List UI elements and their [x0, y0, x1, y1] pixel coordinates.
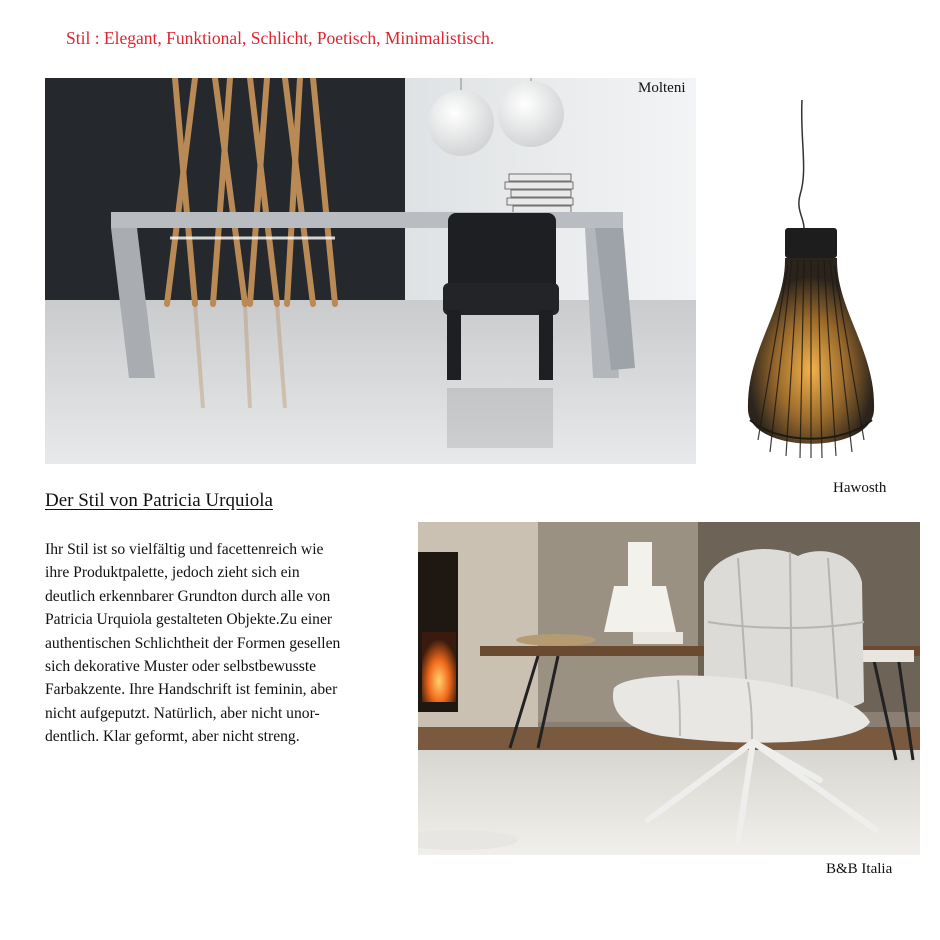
pendant-lamp-photo [740, 100, 885, 465]
article-line: deutlich erkennbarer Grundton durch alle von [45, 587, 331, 605]
credit-molteni: Molteni [638, 80, 686, 96]
molteni-table-photo [45, 78, 696, 464]
article-line: Farbakzente. Ihre Handschrift ist feminin, aber [45, 681, 338, 699]
article-line: authentischen Schlichtheit der Formen gesellen [45, 634, 341, 652]
article-heading: Der Stil von Patricia Urquiola [45, 490, 273, 511]
article-line: Ihr Stil ist so vielfältig und facettenreich wie [45, 541, 324, 558]
credit-bb-italia: B&B Italia [826, 861, 893, 877]
article-line: dentlich. Klar geformt, aber nicht streng. [45, 728, 300, 746]
article-line: ihre Produktpalette, jedoch zieht sich ein [45, 564, 300, 582]
article-line: sich dekorative Muster oder selbstbewusste [45, 658, 317, 676]
credit-hawosth: Hawosth [833, 480, 887, 496]
armchair-photo [418, 522, 920, 855]
article-line: Patricia Urquiola gestalteten Objekte.Zu einer [45, 611, 333, 629]
article-line: nicht aufgeputzt. Natürlich, aber nicht unor- [45, 704, 320, 722]
style-heading: Stil : Elegant, Funktional, Schlicht, Poetisch, Minimalistisch. [66, 28, 495, 48]
article-body [45, 538, 415, 749]
